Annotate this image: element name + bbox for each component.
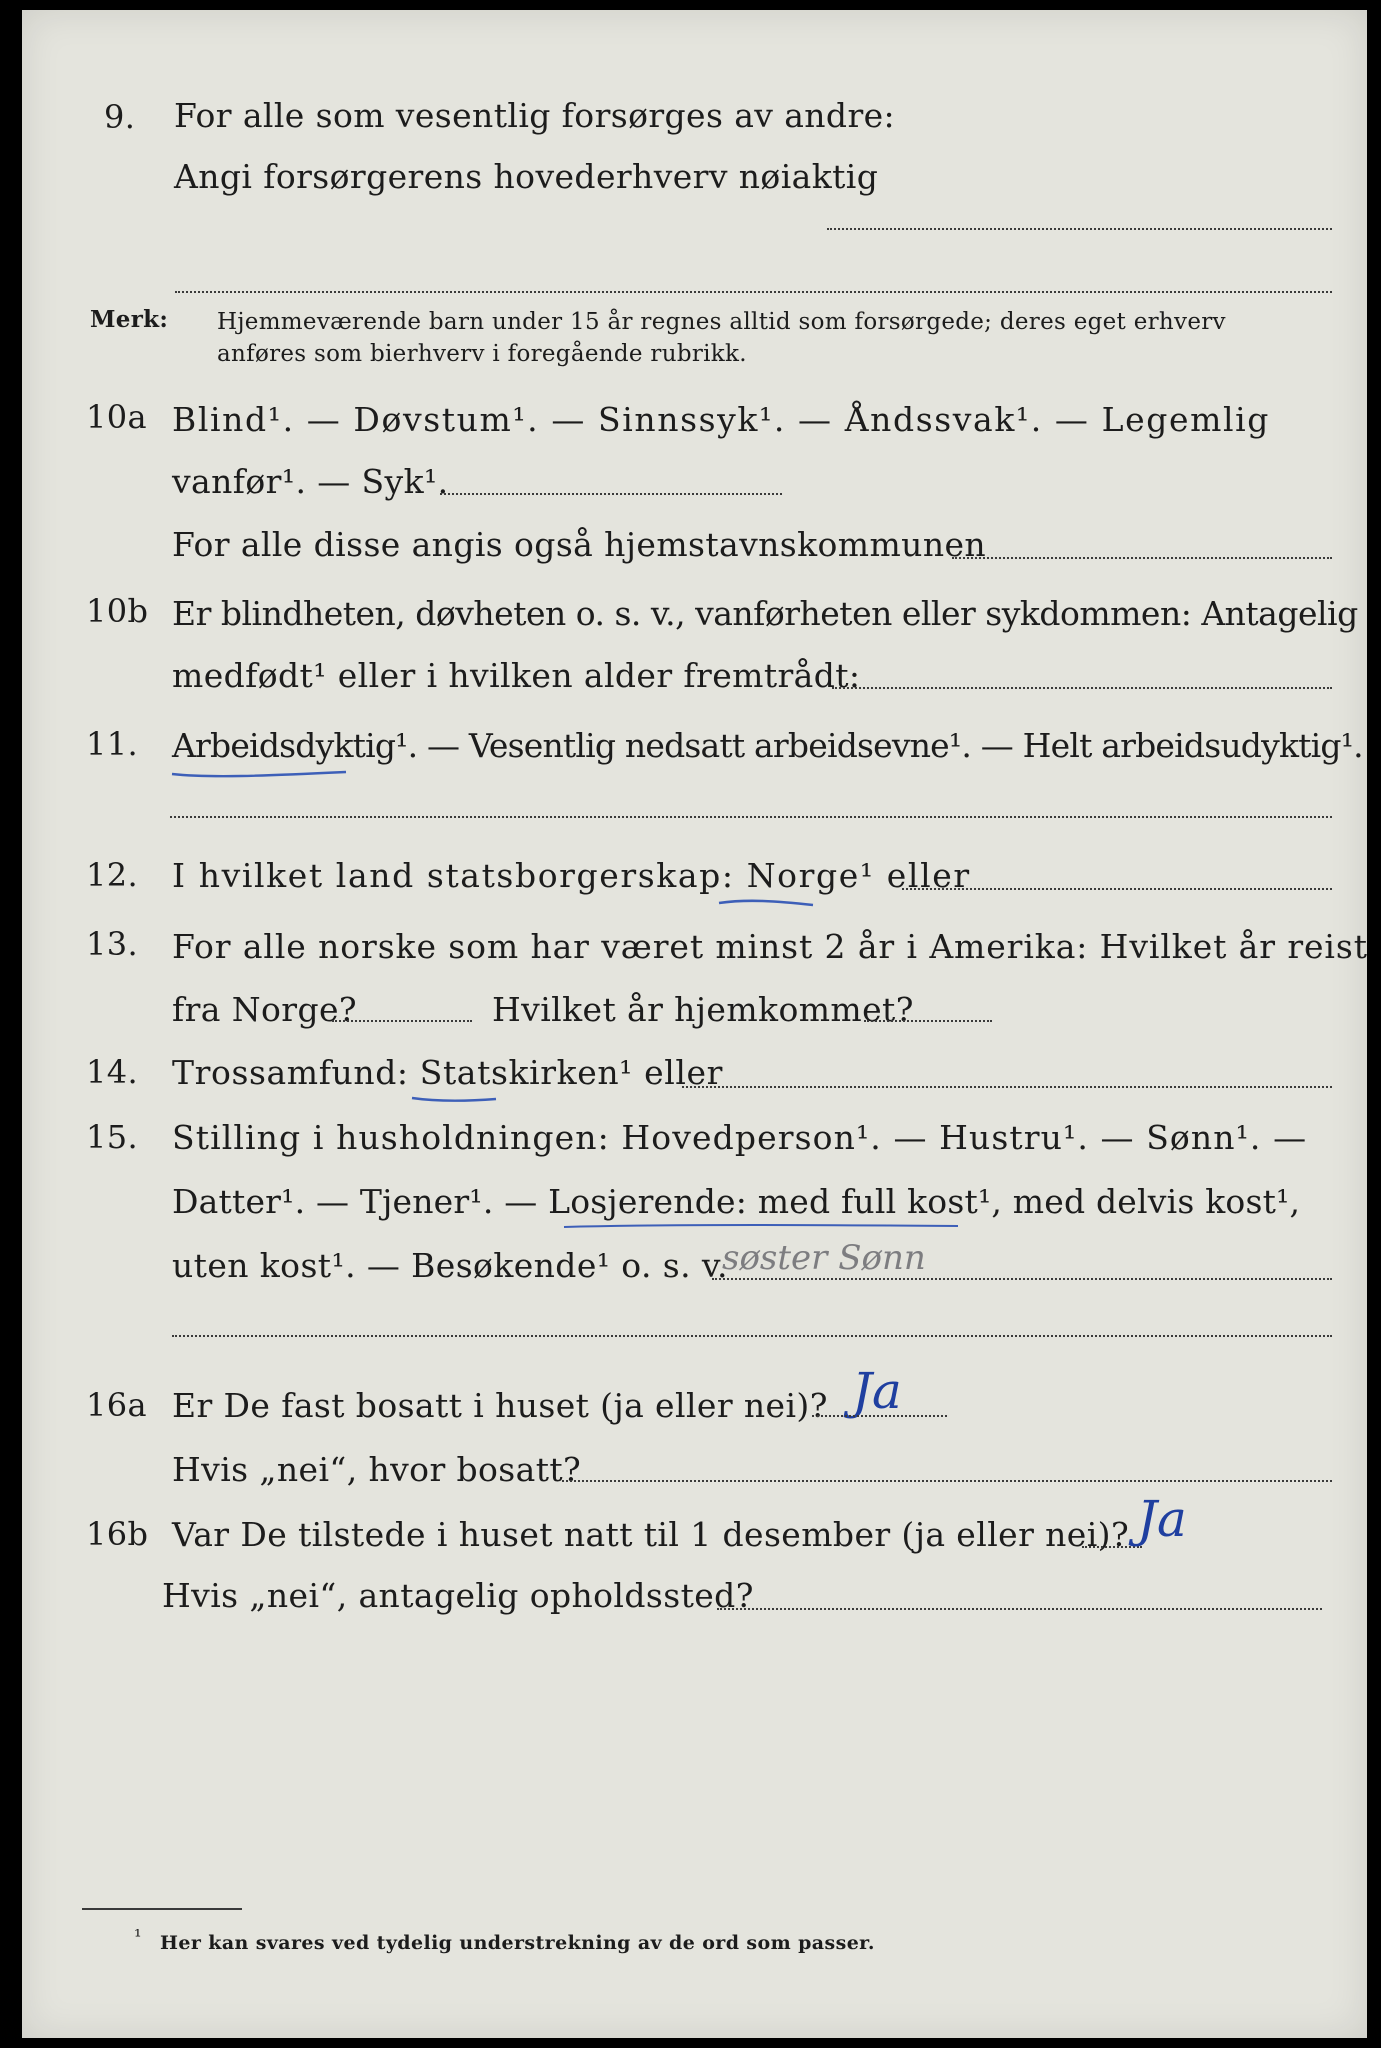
q10a-number: 10a [86,398,147,436]
q15-text-line2: Datter¹. — Tjener¹. — Losjerende: med full kost¹, med delvis kost¹, [172,1182,1301,1221]
q12-number: 12. [86,856,139,894]
q15-answer-line-2[interactable] [172,1335,1332,1337]
merk-text-line2: anføres som bierhverv i foregående rubrikk. [217,341,747,367]
q12-pen-underline [717,895,817,913]
q13-text-line1: For alle norske som har været minst 2 år i Amerika: Hvilket år reist [172,927,1368,966]
q16b-handwritten-answer: Ja [1137,1490,1187,1548]
q11-number: 11. [86,725,139,763]
q14-pen-underline [410,1092,500,1108]
q14-text: Trossamfund: Statskirken¹ eller [172,1053,724,1092]
q16a-handwritten-answer: Ja [852,1362,902,1420]
q10a-text-line2: vanfør¹. — Syk¹. [172,462,449,501]
q13-text-line2b: Hvilket år hjemkommet? [492,990,914,1029]
q12-answer-line[interactable] [902,888,1332,890]
q13-text-line2a: fra Norge? [172,990,358,1029]
q9-text-line2: Angi forsørgerens hovederhverv nøiaktig [174,157,879,196]
footnote-text: Her kan svares ved tydelig understrekning av de ord som passer. [160,1932,875,1954]
q15-answer-line[interactable] [712,1278,1332,1280]
merk-label: Merk: [90,306,169,333]
q10a-syk-line[interactable] [440,493,782,495]
q16a-bosatt-line[interactable] [562,1480,1332,1482]
q16b-text-line1: Var De tilstede i huset natt til 1 desember (ja eller nei)? [172,1515,1130,1554]
q16a-answer-line[interactable] [812,1415,947,1417]
census-form-page [22,10,1367,2038]
q13-hjemkommet-line[interactable] [864,1020,992,1022]
q13-reist-line[interactable] [332,1020,472,1022]
q10b-text-line2: medfødt¹ eller i hvilken alder fremtrådt: [172,656,861,695]
q11-answer-line[interactable] [170,816,1332,818]
q13-number: 13. [86,925,139,963]
q16a-number: 16a [86,1386,147,1424]
q11-pen-underline [170,766,350,782]
q15-pen-underline [562,1220,962,1234]
q14-answer-line[interactable] [682,1086,1332,1088]
q9-text-line1: For alle som vesentlig forsørges av andre: [174,96,896,135]
q15-text-line1: Stilling i husholdningen: Hovedperson¹. — Hustru¹. — Sønn¹. — [172,1118,1308,1157]
footnote-rule [82,1908,242,1910]
q16a-text-line1: Er De fast bosatt i huset (ja eller nei)? [172,1386,828,1425]
q9-answer-line-2[interactable] [175,291,1332,293]
footnote-marker: ¹ [134,1926,143,1948]
q15-text-line3: uten kost¹. — Besøkende¹ o. s. v. [172,1246,728,1285]
q16b-number: 16b [86,1515,149,1553]
q16a-text-line2: Hvis „nei“, hvor bosatt? [172,1450,582,1489]
q16b-text-line2: Hvis „nei“, antagelig opholdssted? [162,1576,754,1615]
q10b-number: 10b [86,592,149,630]
q16b-opholdssted-line[interactable] [717,1608,1322,1610]
q15-handwritten-answer: søster Sønn [722,1238,926,1278]
q9-number: 9. [104,98,136,136]
q9-answer-line[interactable] [827,228,1332,230]
q16b-answer-line[interactable] [1082,1546,1142,1548]
q10a-text-line3: For alle disse angis også hjemstavnskommunen [172,525,987,564]
q14-number: 14. [86,1053,139,1091]
q10b-answer-line[interactable] [832,687,1332,689]
q10a-hjemstavn-line[interactable] [952,557,1332,559]
merk-text-line1: Hjemmeværende barn under 15 år regnes alltid som forsørgede; deres eget erhverv [217,309,1226,335]
q10a-text-line1: Blind¹. — Døvstum¹. — Sinnssyk¹. — Åndssvak¹. — Legemlig [172,400,1271,439]
q15-number: 15. [86,1118,139,1156]
q11-text: Arbeidsdyktig¹. — Vesentlig nedsatt arbeidsevne¹. — Helt arbeidsudyktig¹. [172,726,1363,765]
q10b-text-line1: Er blindheten, døvheten o. s. v., vanførheten eller sykdommen: Antagelig [172,594,1358,633]
q12-text: I hvilket land statsborgerskap: Norge¹ eller [172,856,971,895]
